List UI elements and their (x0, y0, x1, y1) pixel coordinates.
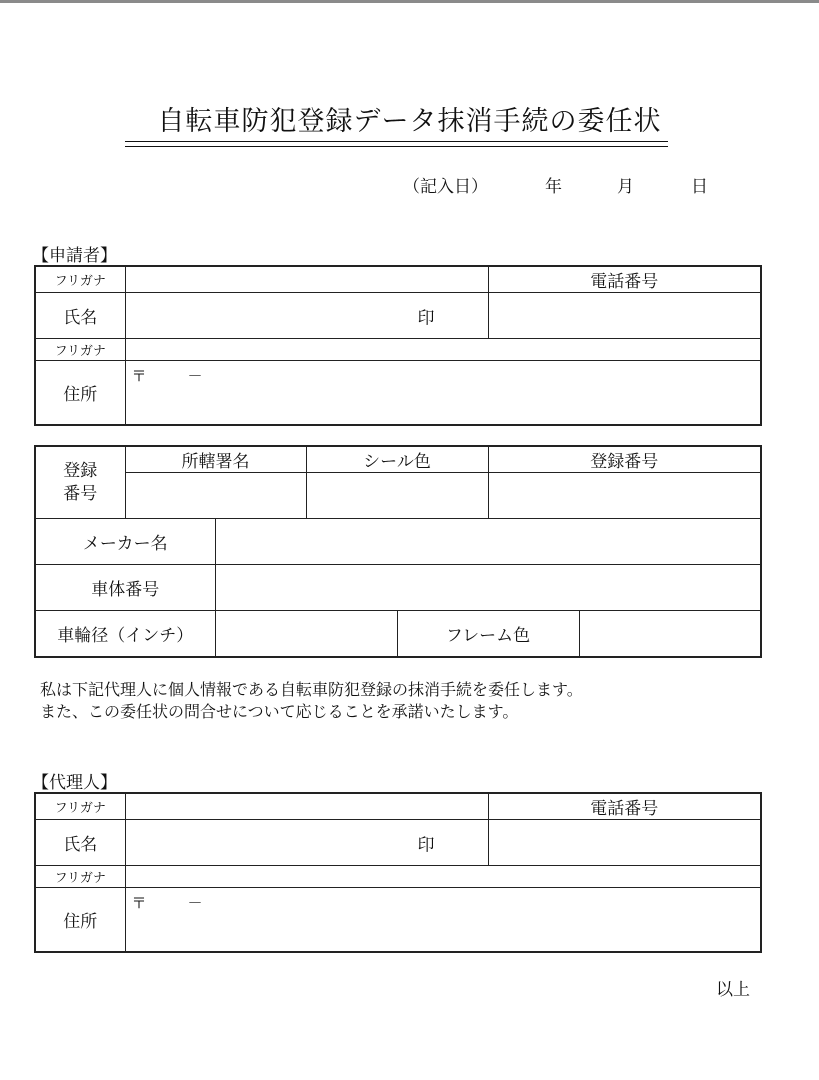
applicant-table (34, 265, 762, 426)
agent-address-label: 住所 (35, 888, 125, 952)
agent-table (34, 792, 762, 953)
registration-number-label: 登録番号 (488, 446, 761, 473)
closing-remark: 以上 (716, 980, 750, 1000)
applicant-address-field[interactable] (125, 361, 761, 425)
applicant-address-furigana-label: フリガナ (35, 339, 125, 361)
agent-address-field[interactable] (125, 888, 761, 952)
top-border (0, 0, 819, 3)
agent-phone-field[interactable] (488, 820, 761, 866)
station-label: 所轄署名 (125, 446, 306, 473)
agent-postal-mark: 〒 (131, 894, 147, 912)
date-year: 年 (545, 177, 562, 197)
date-month: 月 (617, 177, 634, 197)
registration-label-line2: 番号 (63, 483, 98, 504)
agent-postal-dash: － (187, 894, 203, 912)
registration-table (34, 445, 762, 658)
statement-line-2: また、この委任状の問合せについて応じることを承諾いたします。 (40, 702, 519, 721)
registration-number-row-label (35, 446, 125, 519)
seal-color-label: シール色 (306, 446, 488, 473)
agent-section-label: 【代理人】 (32, 773, 117, 793)
applicant-seal-mark: 印 (417, 308, 435, 328)
frame-color-label: フレーム色 (397, 611, 579, 657)
applicant-address-furigana-field[interactable] (125, 339, 761, 361)
applicant-furigana-label: フリガナ (35, 266, 125, 293)
document-title: 自転車防犯登録データ抹消手続の委任状 (157, 106, 662, 137)
applicant-postal-dash: － (187, 367, 203, 385)
agent-address-furigana-field[interactable] (125, 866, 761, 888)
title-underline-second (125, 146, 668, 147)
agent-phone-label: 電話番号 (488, 793, 761, 820)
frame-number-label: 車体番号 (35, 565, 215, 611)
applicant-phone-label: 電話番号 (488, 266, 761, 293)
applicant-name-field[interactable] (125, 293, 488, 339)
wheel-size-label: 車輪径（インチ） (35, 611, 215, 657)
agent-name-field[interactable] (125, 820, 488, 866)
maker-field[interactable] (215, 519, 761, 565)
applicant-postal-mark: 〒 (131, 367, 147, 385)
date-label: （記入日） (403, 177, 488, 197)
wheel-size-field[interactable] (215, 611, 397, 657)
agent-address-furigana-label: フリガナ (35, 866, 125, 888)
agent-seal-mark: 印 (417, 835, 435, 855)
registration-number-field[interactable] (488, 473, 761, 519)
applicant-furigana-field[interactable] (125, 266, 488, 293)
registration-label-line1: 登録 (63, 460, 98, 481)
statement-line-1: 私は下記代理人に個人情報である自転車防犯登録の抹消手続を委任します。 (40, 680, 583, 699)
applicant-address-label: 住所 (35, 361, 125, 425)
seal-color-field[interactable] (306, 473, 488, 519)
date-day: 日 (691, 177, 708, 197)
applicant-section-label: 【申請者】 (32, 246, 117, 266)
applicant-phone-field[interactable] (488, 293, 761, 339)
agent-furigana-field[interactable] (125, 793, 488, 820)
delegation-statement (40, 679, 583, 723)
maker-label: メーカー名 (35, 519, 215, 565)
applicant-name-label: 氏名 (35, 293, 125, 339)
frame-number-field[interactable] (215, 565, 761, 611)
station-field[interactable] (125, 473, 306, 519)
title-underline (125, 141, 668, 142)
agent-name-label: 氏名 (35, 820, 125, 866)
agent-furigana-label: フリガナ (35, 793, 125, 820)
frame-color-field[interactable] (579, 611, 761, 657)
